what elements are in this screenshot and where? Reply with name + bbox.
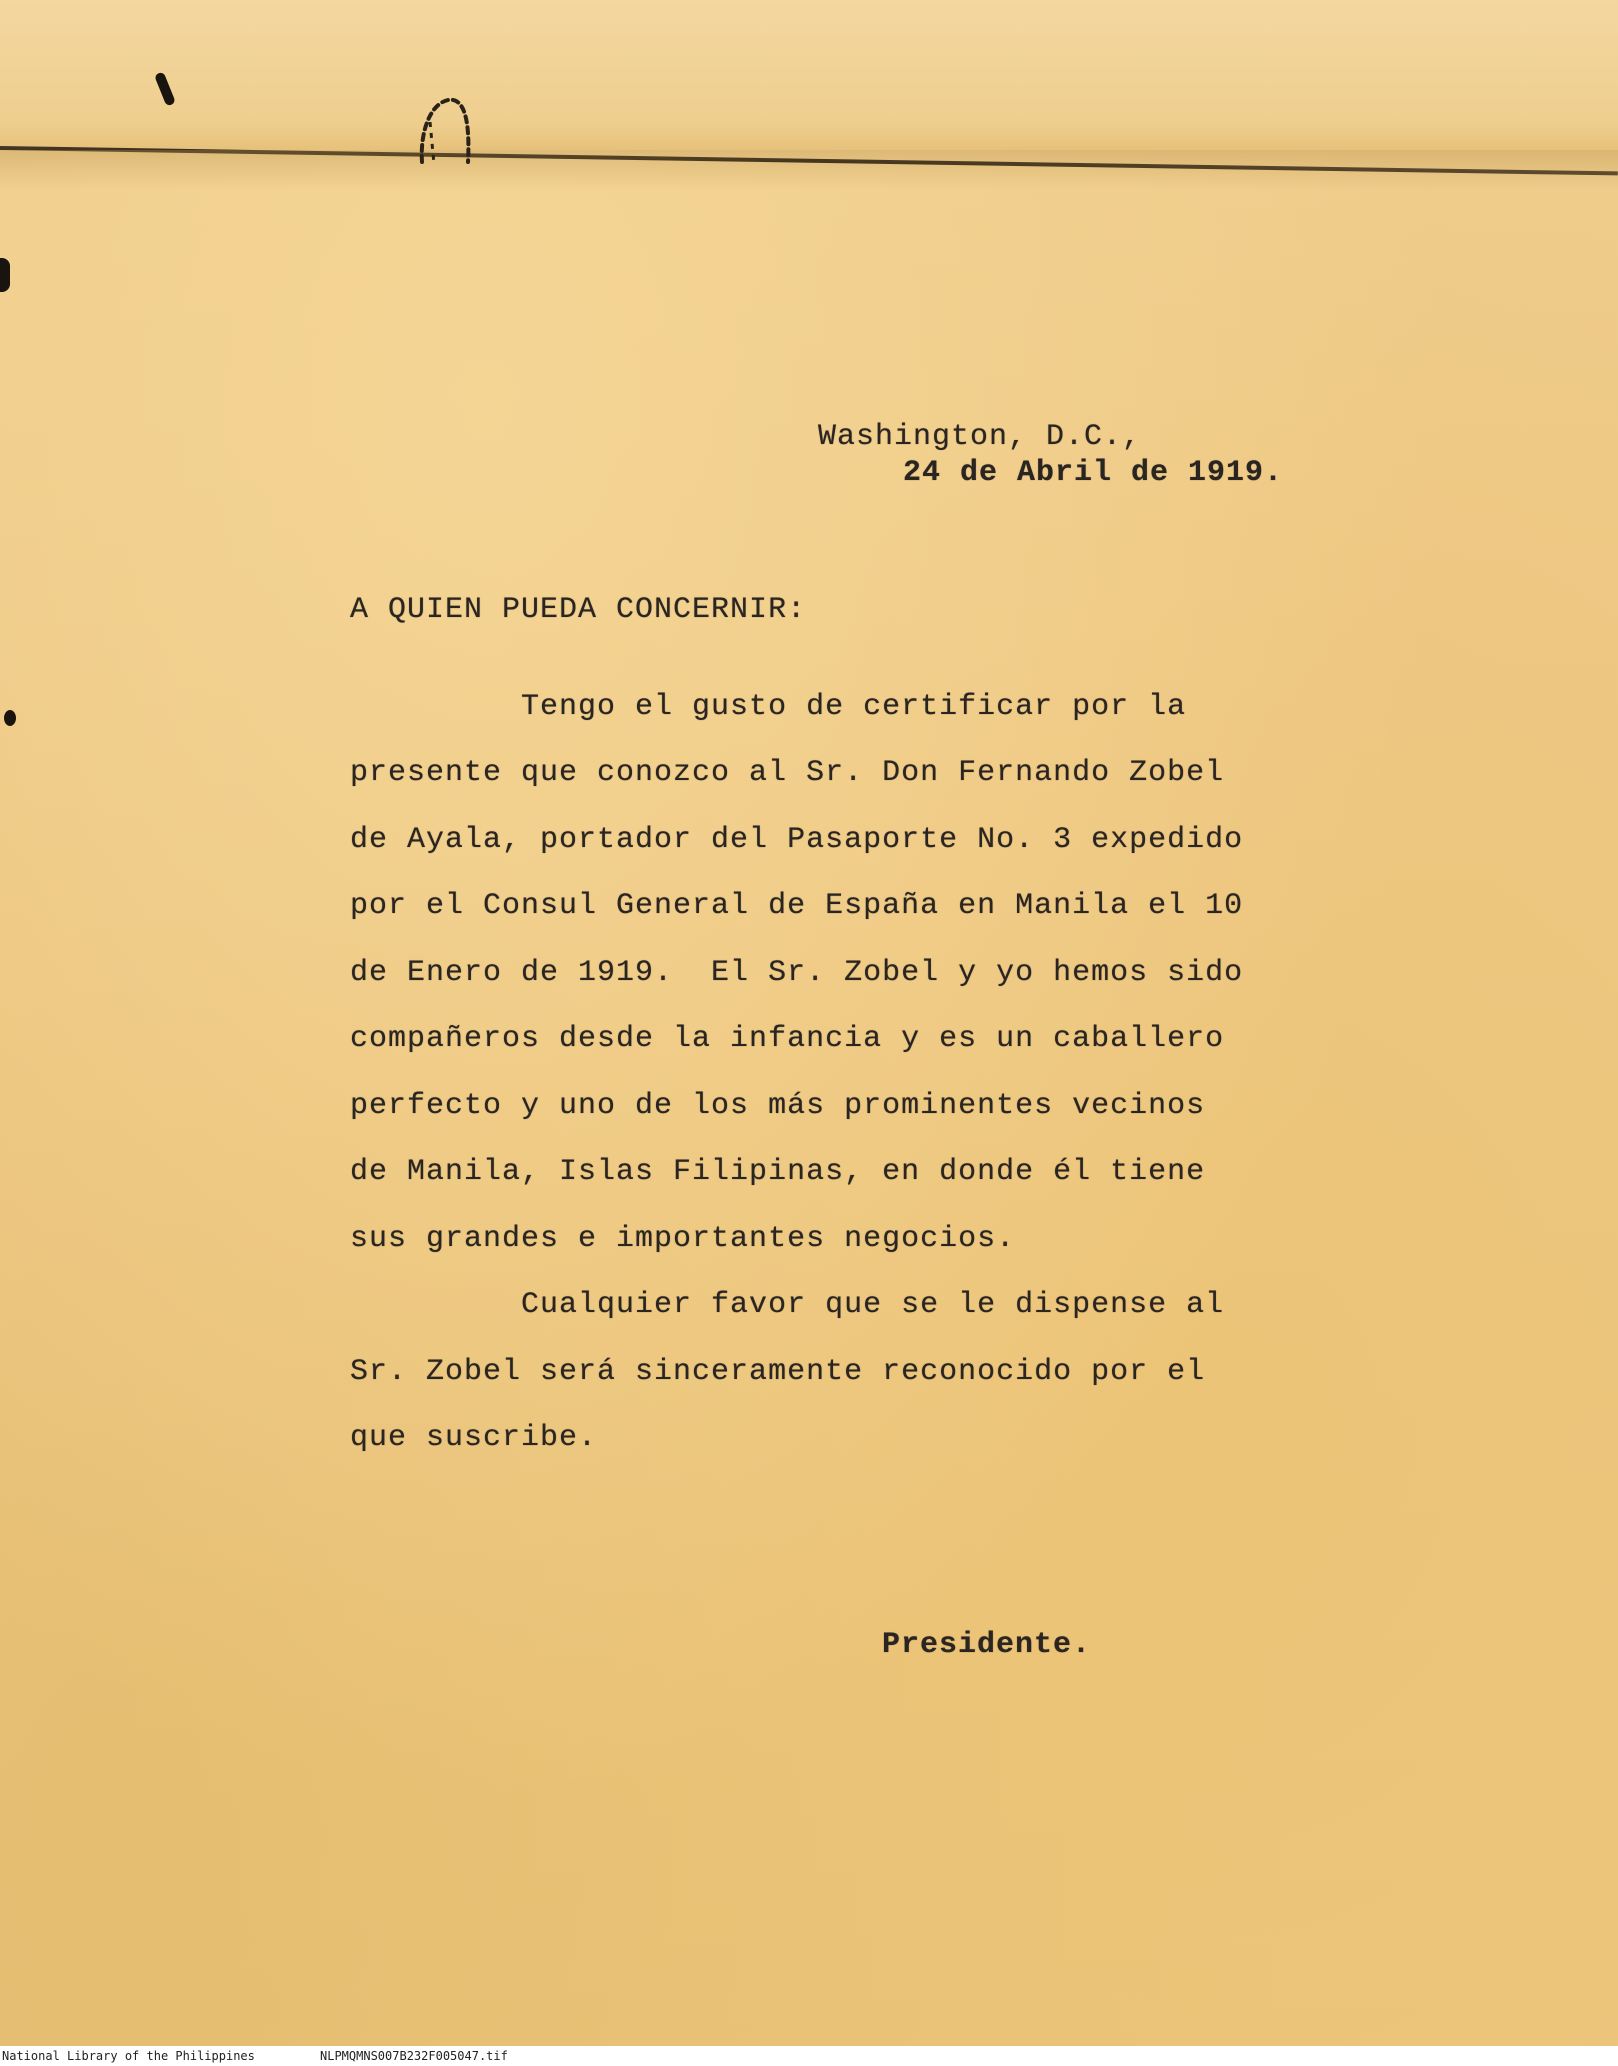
letter-body-line: de Manila, Islas Filipinas, en donde él tiene (350, 1155, 1206, 1189)
ink-mark (4, 710, 16, 726)
letter-body-line: Tengo el gusto de certificar por la (350, 690, 1187, 724)
letter-place: Washington, D.C., (818, 420, 1142, 454)
footer-institution: National Library of the Philippines (2, 2049, 255, 2063)
letter-body-line: que suscribe. (350, 1421, 598, 1455)
letter-body-line: Sr. Zobel será sinceramente reconocido por el (350, 1355, 1206, 1389)
letter-body-line: Cualquier favor que se le dispense al (350, 1288, 1225, 1322)
letter-body-line: perfecto y uno de los más prominentes vecinos (350, 1089, 1206, 1123)
letter-body-line: de Ayala, portador del Pasaporte No. 3 expedido (350, 823, 1244, 857)
letter-date: 24 de Abril de 1919. (903, 456, 1284, 490)
scan-footer (0, 2046, 1618, 2066)
footer-filename: NLPMQMNS007B232F005047.tif (320, 2049, 508, 2063)
letter-salutation: A QUIEN PUEDA CONCERNIR: (350, 593, 807, 627)
letter-signature-title: Presidente. (882, 1628, 1092, 1662)
letter-body-line: de Enero de 1919. El Sr. Zobel y yo hemos sido (350, 956, 1244, 990)
letter-body-line: presente que conozco al Sr. Don Fernando Zobel (350, 756, 1225, 790)
fold-shadow (0, 150, 1618, 190)
letter-body-line: sus grandes e importantes negocios. (350, 1222, 1016, 1256)
pencil-scribble (410, 92, 490, 172)
letter-body-line: por el Consul General de España en Manila el 10 (350, 889, 1244, 923)
letter-body-line: compañeros desde la infancia y es un caballero (350, 1022, 1225, 1056)
ink-mark (0, 258, 10, 292)
folded-top-edge (0, 0, 1618, 150)
